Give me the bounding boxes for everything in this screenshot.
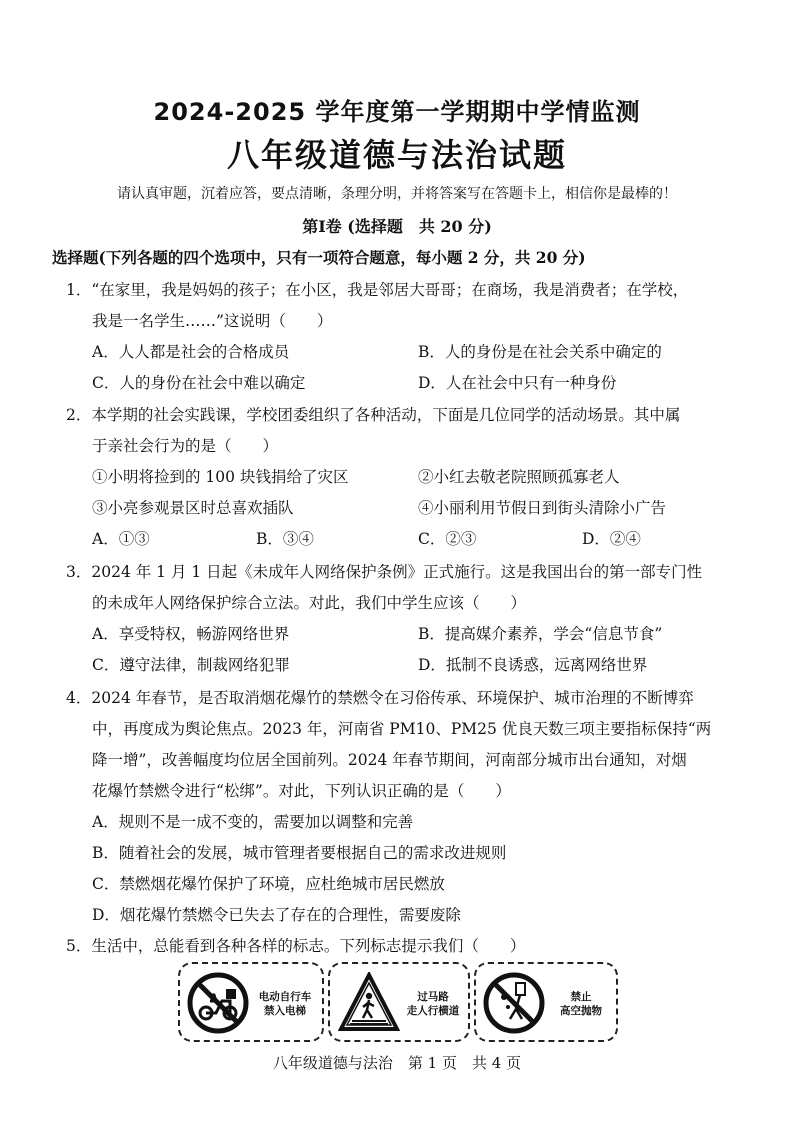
q3-option-b: B．提高媒介素养，学会“信息节食” — [418, 625, 663, 643]
q2-option-b: B．③④ — [256, 530, 314, 548]
q2-statement-2: ②小红去敬老院照顾孤寡老人 — [418, 468, 620, 486]
q5-stem: 5．生活中，总能看到各种各样的标志。下列标志提示我们（ ） — [66, 937, 526, 955]
q2-stem-line2: 于亲社会行为的是（ ） — [92, 437, 279, 455]
no-throwing-icon — [482, 971, 546, 1035]
sign-use-crosswalk — [328, 962, 470, 1042]
q2-stem-line1: 2．本学期的社会实践课，学校团委组织了各种活动，下面是几位同学的活动场景。其中属 — [66, 406, 681, 424]
q2-statement-4: ④小丽利用节假日到街头清除小广告 — [418, 499, 667, 517]
q2-option-d: D．②④ — [582, 530, 641, 548]
q3-option-a: A．享受特权，畅游网络世界 — [92, 625, 290, 643]
q3-stem-line2: 的未成年人网络保护综合立法。对此，我们中学生应该（ ） — [92, 594, 527, 612]
q1-option-d: D．人在社会中只有一种身份 — [418, 374, 617, 392]
section-heading: 第Ⅰ卷 (选择题 共 20 分) — [302, 217, 492, 236]
q4-option-d: D．烟花爆竹禁燃令已失去了存在的合理性，需要废除 — [92, 906, 461, 924]
exam-instructions: 请认真审题，沉着应答，要点清晰，条理分明，并将答案写在答题卡上，相信你是最棒的！ — [117, 186, 677, 202]
sign2-text — [398, 990, 468, 1018]
q1-option-a: A．人人都是社会的合格成员 — [92, 343, 290, 361]
q3-option-d: D．抵制不良诱惑，远离网络世界 — [418, 656, 648, 674]
q1-stem-line2: 我是一名学生……”这说明（ ） — [92, 312, 333, 330]
q1-option-c: C．人的身份在社会中难以确定 — [92, 374, 306, 392]
q1-option-b: B．人的身份是在社会关系中确定的 — [418, 343, 662, 361]
q3-option-c: C．遵守法律，制裁网络犯罪 — [92, 656, 290, 674]
sign3-text-line1: 禁止 — [570, 991, 592, 1003]
sign3-text — [548, 990, 614, 1018]
sign2-text-line2: 走人行横道 — [406, 1005, 460, 1017]
q4-option-a: A．规则不是一成不变的，需要加以调整和完善 — [92, 813, 414, 831]
exam-term-title: 2024-2025 学年度第一学期期中学情监测 — [153, 98, 641, 126]
q4-stem-line4: 花爆竹禁燃令进行“松绑”。对此，下列认识正确的是（ ） — [92, 782, 511, 800]
sign-no-ebike-elevator — [178, 962, 324, 1042]
q4-option-c: C．禁燃烟花爆竹保护了环境，应杜绝城市居民燃放 — [92, 875, 445, 893]
no-ebike-icon — [186, 971, 250, 1035]
q4-stem-line3: 降一增”，改善幅度均位居全国前列。2024 年春节期间，河南部分城市出台通知，对烟 — [92, 751, 687, 769]
sign1-text-line2: 禁入电梯 — [264, 1005, 306, 1017]
q2-statement-1: ①小明将捡到的 100 块钱捐给了灾区 — [92, 468, 349, 486]
sign-no-throwing-from-height — [474, 962, 618, 1042]
pedestrian-crossing-icon — [338, 972, 400, 1034]
exam-subject-title: 八年级道德与法治试题 — [226, 136, 567, 174]
choice-section-intro: 选择题(下列各题的四个选项中，只有一项符合题意，每小题 2 分，共 20 分) — [52, 248, 586, 267]
sign1-text-line1: 电动自行车 — [258, 991, 312, 1003]
q1-stem-line1: 1．“在家里，我是妈妈的孩子；在小区，我是邻居大哥哥；在商场，我是消费者；在学校， — [66, 281, 689, 299]
q3-stem-line1: 3．2024 年 1 月 1 日起《未成年人网络保护条例》正式施行。这是我国出台的第一部专门性 — [66, 563, 703, 581]
q4-stem-line1: 4．2024 年春节，是否取消烟花爆竹的禁燃令在习俗传承、环境保护、城市治理的不断博弈 — [66, 689, 694, 707]
sign3-text-line2: 高空抛物 — [560, 1005, 602, 1017]
q2-option-a: A．①③ — [92, 530, 150, 548]
page-footer: 八年级道德与法治 第 1 页 共 4 页 — [272, 1054, 522, 1072]
sign1-text — [250, 990, 320, 1018]
q2-option-c: C．②③ — [418, 530, 477, 548]
q4-option-b: B．随着社会的发展，城市管理者要根据自己的需求改进规则 — [92, 844, 507, 862]
sign2-text-line1: 过马路 — [417, 991, 449, 1003]
q4-stem-line2: 中，再度成为舆论焦点。2023 年，河南省 PM10、PM25 优良天数三项主要指标保持“两 — [92, 720, 712, 738]
q2-statement-3: ③小亮参观景区时总喜欢插队 — [92, 499, 294, 517]
